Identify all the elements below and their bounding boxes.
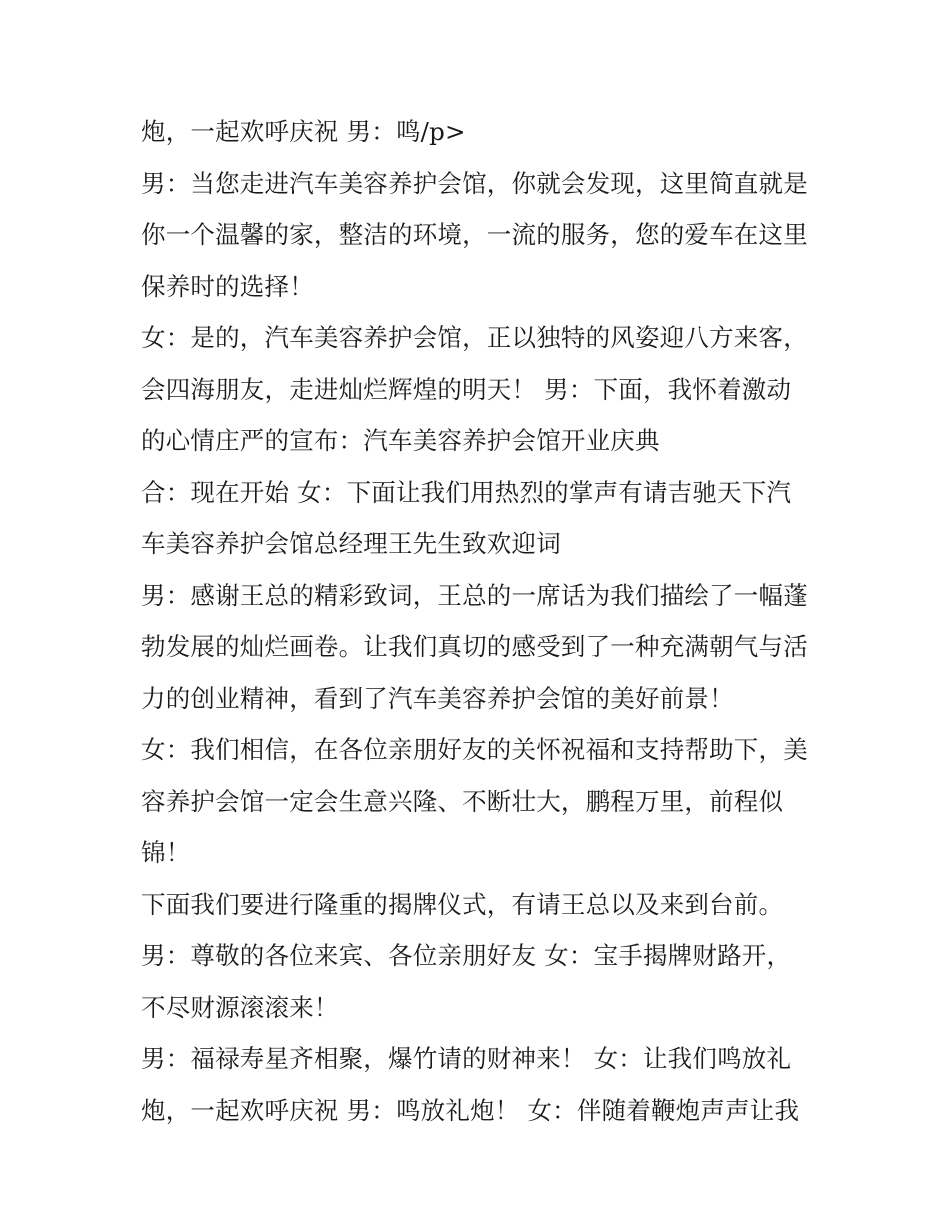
text-line: 不尽财源滚滚来！ xyxy=(141,992,339,1022)
text-line: 的心情庄严的宣布：汽车美容养护会馆开业庆典 xyxy=(141,426,660,455)
text-line: 保养时的选择！ xyxy=(141,271,314,301)
text-line: 女：我们相信，在各位亲朋好友的关怀祝福和支持帮助下，美 xyxy=(141,735,808,764)
text-line: 男：当您走进汽车美容养护会馆，你就会发现，这里简直就是 xyxy=(141,168,808,198)
text-line: 会四海朋友，走进灿烂辉煌的明天！ 男：下面，我怀着激动 xyxy=(141,374,792,404)
text-line: 车美容养护会馆总经理王先生致欢迎词 xyxy=(141,529,561,558)
document-body xyxy=(141,106,821,1136)
text-line: 炮，一起欢呼庆祝 男：鸣/p> xyxy=(141,117,466,146)
text-line: 力的创业精神，看到了汽车美容养护会馆的美好前景！ xyxy=(141,683,734,713)
text-line: 下面我们要进行隆重的揭牌仪式，有请王总以及来到台前。 xyxy=(141,889,784,919)
text-line: 男：福禄寿星齐相聚，爆竹请的财神来！ 女：让我们鸣放礼 xyxy=(141,1044,792,1073)
text-line: 女：是的，汽车美容养护会馆，正以独特的风姿迎八方来客， xyxy=(141,323,808,352)
text-line: 男：感谢王总的精彩致词，王总的一席话为我们描绘了一幅蓬 xyxy=(141,580,808,610)
text-line: 合：现在开始 女：下面让我们用热烈的掌声有请吉驰天下汽 xyxy=(141,477,792,507)
text-line: 男：尊敬的各位来宾、各位亲朋好友 女：宝手揭牌财路开， xyxy=(141,941,792,970)
text-line: 锦！ xyxy=(141,838,191,867)
text-line: 你一个温馨的家，整洁的环境，一流的服务，您的爱车在这里 xyxy=(141,220,808,249)
text-line: 勃发展的灿烂画卷。让我们真切的感受到了一种充满朝气与活 xyxy=(141,632,808,661)
text-line: 炮，一起欢呼庆祝 男：鸣放礼炮！ 女：伴随着鞭炮声声让我 xyxy=(141,1095,800,1125)
text-line: 容养护会馆一定会生意兴隆、不断壮大，鹏程万里，前程似 xyxy=(141,786,784,816)
